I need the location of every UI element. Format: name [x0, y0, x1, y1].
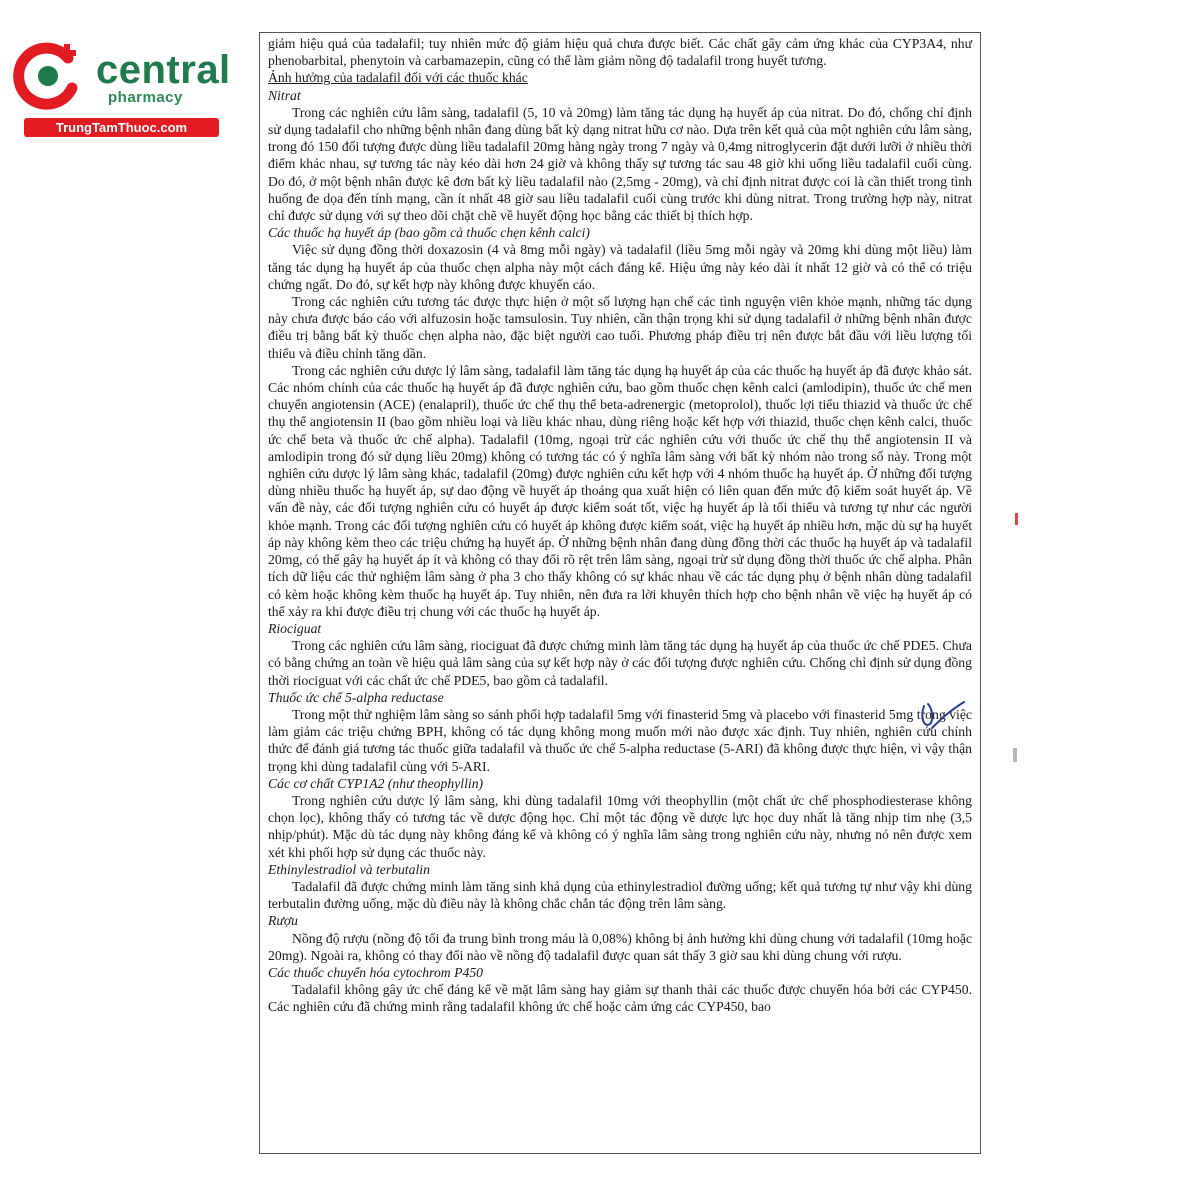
subsection-heading: Rượu [268, 913, 298, 929]
central-pharmacy-logo [10, 36, 231, 136]
paragraph: Trong nghiên cứu dược lý lâm sàng, khi dùng tadalafil 10mg với theophyllin (một chất ức chế phosphodiesterase không chọn lọc), không thấy có tương tác về dược động học. Chỉ một tác động về dược lực học duy nhất là tăng nhịp tim nhẹ (3,5 nhịp/phút). Mặc dù tác dụng này không đáng kể và không có ý nghĩa lâm sàng trong nghiên cứu này, nhưng nó nên được xem xét khi phối hợp sử dụng các thuốc này. [268, 792, 972, 860]
subsection-heading: Riociguat [268, 620, 322, 636]
margin-mark [1013, 748, 1017, 762]
paragraph: Trong một thử nghiệm lâm sàng so sánh phối hợp tadalafil 5mg với finasterid 5mg và placebo với finasterid 5mg trong việc làm giảm các triệu chứng BPH, không có tác dụng không mong muốn mới nào được xác định. Tuy nhiên, nghiên cứu chính thức để đánh giá tương tác thuốc giữa tadalafil và thuốc ức chế 5-alpha reductase (5-ARI) đã không được thực hiện, vì vậy thận trọng khi dùng tadalafil cùng với 5-ARI. [268, 706, 972, 774]
subsection-heading: Ethinylestradiol và terbutalin [268, 861, 430, 877]
paragraph: Nồng độ rượu (nồng độ tối đa trung bình trong máu là 0,08%) không bị ảnh hưởng khi dùng chung với tadalafil (10mg hoặc 20mg). Ngoài ra, không có thay đổi nào về nồng độ tadalafil được quan sát thấy 3 giờ sau khi dùng chung với rượu. [268, 930, 972, 963]
subsection-heading: Các cơ chất CYP1A2 (như theophyllin) [268, 775, 484, 791]
subsection-heading: Các thuốc hạ huyết áp (bao gồm cả thuốc chẹn kênh calci) [268, 225, 590, 241]
subsection-heading: Nitrat [268, 87, 301, 103]
subsection-heading: Thuốc ức chế 5-alpha reductase [268, 689, 444, 705]
section-heading: Ảnh hưởng của tadalafil đối với các thuốc khác [268, 70, 528, 86]
logo-url: TrungTamThuoc.com [24, 118, 219, 137]
paragraph: Việc sử dụng đồng thời doxazosin (4 và 8mg mỗi ngày) và tadalafil (liều 5mg mỗi ngày và 20mg khi dùng một liều) làm tăng tác dụng hạ huyết áp của thuốc chẹn alpha này một cách đáng kể. Hiệu ứng này kéo dài ít nhất 12 giờ và có thể có triệu chứng ngất. Do đó, sự kết hợp này không được khuyến cáo. [268, 242, 972, 292]
logo-subtitle: pharmacy [108, 89, 183, 106]
subsection-heading: Các thuốc chuyển hóa cytochrom P450 [268, 964, 484, 980]
signature-mark [918, 698, 968, 736]
paragraph: giảm hiệu quả của tadalafil; tuy nhiên mức độ giảm hiệu quả chưa được biết. Các chất gây cảm ứng khác của CYP3A4, như phenobarbital, phenytoin và carbamazepin, cũng có thể làm giảm nồng độ tadalafil trong huyết tương. [268, 36, 972, 69]
pharmacy-logo-icon [10, 36, 90, 116]
paragraph: Tadalafil đã được chứng minh làm tăng sinh khả dụng của ethinylestradiol đường uống; kết quả tương tự như vậy khi dùng terbutalin đường uống, mặc dù điều này là không chắc chắn tác động trên lâm sàng. [268, 878, 972, 912]
logo-brand: central [96, 48, 231, 92]
paragraph: Trong các nghiên cứu dược lý lâm sàng, tadalafil làm tăng tác dụng hạ huyết áp của các thuốc hạ huyết áp đã được khảo sát. Các nhóm chính của các thuốc hạ huyết áp đã được nghiên cứu, bao gồm thuốc chẹn kênh calci (amlodipin), thuốc ức chế men chuyển angiotensin (ACE) (enalapril), thuốc ức chế thụ thể beta-adrenergic (metoprolol), thuốc lợi tiểu thiazid và thuốc ức chế thụ thể angiotensin II (bao gồm nhiều loại và liều khác nhau, dùng riêng hoặc kết hợp với thiazid, thuốc chẹn kênh calci, thuốc ức chế beta và thuốc ức chế alpha). Tadalafil (10mg, ngoại trừ các nghiên cứu với thuốc ức chế thụ thể angiotensin II và amlodipin trong đó sử dụng liều 20mg) không có tương tác có ý nghĩa lâm sàng với bất kỳ nhóm nào trong số này. Trong một nghiên cứu dược lý lâm sàng khác, tadalafil (20mg) được nghiên cứu kết hợp với 4 nhóm thuốc hạ huyết áp. Ở những đối tượng dùng nhiều thuốc hạ huyết áp, sự dao động về huyết áp thoáng qua xuất hiện có liên quan đến mức độ kiểm soát huyết áp. Về vấn đề này, các đối tượng nghiên cứu có huyết áp được kiểm soát tốt, việc hạ huyết áp là tối thiểu và tương tự như các người khỏe mạnh. Trong các đối tượng nghiên cứu có huyết áp không được kiểm soát, việc hạ huyết áp nhiều hơn, mặc dù sự hạ huyết áp này không kèm theo các triệu chứng hạ huyết áp. Ở những bệnh nhân đang dùng đồng thời các thuốc hạ huyết áp và tadalafil 20mg, có thể gây hạ huyết áp ít và không có thay đổi rõ rệt trên lâm sàng, ngoại trừ sử dụng đồng thời thuốc ức chế alpha. Phân tích dữ liệu các thử nghiệm lâm sàng ở pha 3 cho thấy không có sự khác nhau về các tác dụng phụ ở bệnh nhân dùng tadalafil có kèm hoặc không kèm thuốc hạ huyết áp. Tuy nhiên, nên đưa ra lời khuyên thích hợp cho bệnh nhân về việc hạ huyết áp có thể xảy ra khi được điều trị chung với các thuốc hạ huyết áp. [268, 362, 972, 619]
margin-mark [1015, 513, 1018, 525]
paragraph: Trong các nghiên cứu lâm sàng, tadalafil (5, 10 và 20mg) làm tăng tác dụng hạ huyết áp của nitrat. Do đó, chống chỉ định sử dụng tadalafil cho những bệnh nhân đang dùng bất kỳ dạng nitrat hữu cơ nào. Dựa trên kết quả của một nghiên cứu lâm sàng, trong đó 150 đối tượng được dùng liều tadalafil 20mg hàng ngày trong 7 ngày và 0,4mg nitroglycerin đặt dưới lưỡi ở nhiều thời điểm khác nhau, sự tương tác này kéo dài hơn 24 giờ và không thấy sự tương tác sau 48 giờ khi uống liều tadalafil cuối cùng. Do đó, ở một bệnh nhân được kê đơn bất kỳ liều tadalafil nào (2,5mg - 20mg), và chỉ định nitrat được coi là cần thiết trong tình huống đe dọa đến tính mạng, cần ít nhất 48 giờ sau liều tadalafil cuối cùng trước khi dùng nitrat. Trong trường hợp này, nitrat chỉ được sử dụng với sự theo dõi chặt chẽ về huyết động học bằng các thiết bị thích hợp. [268, 104, 972, 224]
paragraph: Trong các nghiên cứu lâm sàng, riociguat đã được chứng minh làm tăng tác dụng hạ huyết áp của thuốc ức chế PDE5. Chưa có bằng chứng an toàn về hiệu quả lâm sàng của sự kết hợp này ở các đối tượng được nghiên cứu. Chống chỉ định sử dụng đồng thời riociguat với các chất ức chế PDE5, bao gồm cả tadalafil. [268, 638, 972, 688]
paragraph: Tadalafil không gây ức chế đáng kể về mặt lâm sàng hay giảm sự thanh thải các thuốc được chuyển hóa bởi các CYP450. Các nghiên cứu đã chứng minh rằng tadalafil không ức chế hoặc cảm ứng các CYP450, bao [268, 982, 972, 1015]
paragraph: Trong các nghiên cứu tương tác được thực hiện ở một số lượng hạn chế các tình nguyện viên khỏe mạnh, những tác dụng này chưa được báo cáo với alfuzosin hoặc tamsulosin. Tuy nhiên, cần thận trọng khi sử dụng tadalafil ở những bệnh nhân được điều trị bằng bất kỳ thuốc chẹn alpha nào, đặc biệt người cao tuổi. Phương pháp điều trị nên được bắt đầu với liều lượng tối thiểu và điều chỉnh tăng dần. [268, 294, 972, 361]
document-page [259, 32, 981, 1154]
